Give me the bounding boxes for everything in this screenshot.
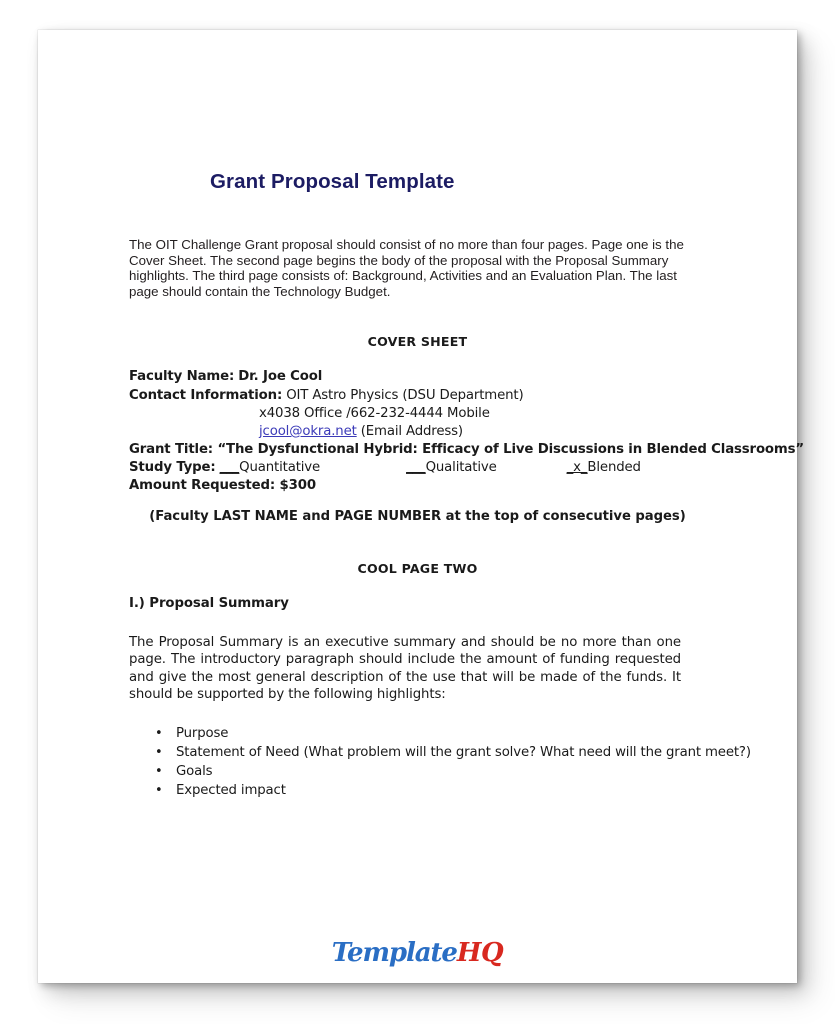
study-type-label-qualitative: Qualitative bbox=[425, 460, 497, 475]
list-item: • Expected impact bbox=[155, 781, 755, 800]
study-type-mark-qualitative: ___ bbox=[406, 460, 426, 475]
amount-requested-label: Amount Requested: bbox=[129, 478, 276, 493]
highlights-list bbox=[155, 724, 755, 800]
contact-information-label: Contact Information: bbox=[129, 388, 283, 403]
page-two-heading: COOL PAGE TWO bbox=[357, 561, 478, 576]
grant-title-value: “The Dysfunctional Hybrid: Efficacy of Live Discussions in Blended Classrooms” bbox=[217, 442, 804, 457]
faculty-name-field bbox=[129, 369, 322, 384]
contact-phone-line bbox=[259, 406, 490, 421]
faculty-name-label: Faculty Name: bbox=[129, 369, 235, 384]
study-type-label-blended: Blended bbox=[587, 460, 641, 475]
consecutive-pages-note: (Faculty LAST NAME and PAGE NUMBER at the top of consecutive pages) bbox=[149, 509, 686, 524]
page-title: Grant Proposal Template bbox=[210, 170, 455, 193]
intro-paragraph: The OIT Challenge Grant proposal should consist of no more than four pages. Page one is the Cover Sheet. The second page begins the body of the proposal with the Proposal Summary highlights. The third page consists of: Background, Activities and an Evaluation Plan. The last page should contain the Technology Budget. bbox=[129, 237, 684, 299]
brand-logo-hq: HQ bbox=[456, 938, 504, 968]
contact-phone-value: x4038 Office /662-232-4444 Mobile bbox=[259, 406, 490, 421]
brand-logo-template: Template bbox=[331, 938, 457, 968]
study-type-option-qualitative[interactable] bbox=[406, 460, 497, 475]
study-type-field bbox=[129, 460, 641, 475]
amount-requested-field bbox=[129, 478, 316, 493]
study-type-label-quantitative: Quantitative bbox=[239, 460, 321, 475]
contact-email-note: (Email Address) bbox=[360, 424, 463, 439]
proposal-summary-paragraph: The Proposal Summary is an executive summary and should be no more than one page. The introductory paragraph should include the amount of funding requested and give the most general description of the use that will be made of the funds. It should be supported by the following highlights: bbox=[129, 635, 681, 702]
contact-email-line bbox=[259, 424, 463, 439]
study-type-label: Study Type: bbox=[129, 460, 216, 475]
faculty-name-value: Dr. Joe Cool bbox=[238, 369, 323, 384]
contact-information-field bbox=[129, 388, 523, 403]
list-item: • Goals bbox=[155, 762, 755, 781]
contact-information-value: OIT Astro Physics (DSU Department) bbox=[286, 388, 524, 403]
email-link[interactable]: jcool@okra.net bbox=[259, 424, 357, 439]
study-type-mark-blended: _x_ bbox=[566, 460, 588, 475]
study-type-option-quantitative[interactable] bbox=[220, 460, 320, 475]
grant-title-field bbox=[129, 442, 804, 457]
grant-title-label: Grant Title: bbox=[129, 442, 213, 457]
cover-sheet-heading: COVER SHEET bbox=[367, 334, 468, 349]
study-type-option-blended[interactable] bbox=[567, 460, 641, 475]
proposal-summary-heading: I.) Proposal Summary bbox=[129, 596, 289, 611]
list-item: • Purpose bbox=[155, 724, 755, 743]
document-page bbox=[38, 30, 804, 983]
brand-logo bbox=[38, 940, 797, 966]
amount-requested-value: $300 bbox=[279, 478, 316, 493]
study-type-mark-quantitative: ___ bbox=[219, 460, 240, 475]
list-item: • Statement of Need (What problem will the grant solve? What need will the grant meet?) bbox=[155, 743, 755, 762]
